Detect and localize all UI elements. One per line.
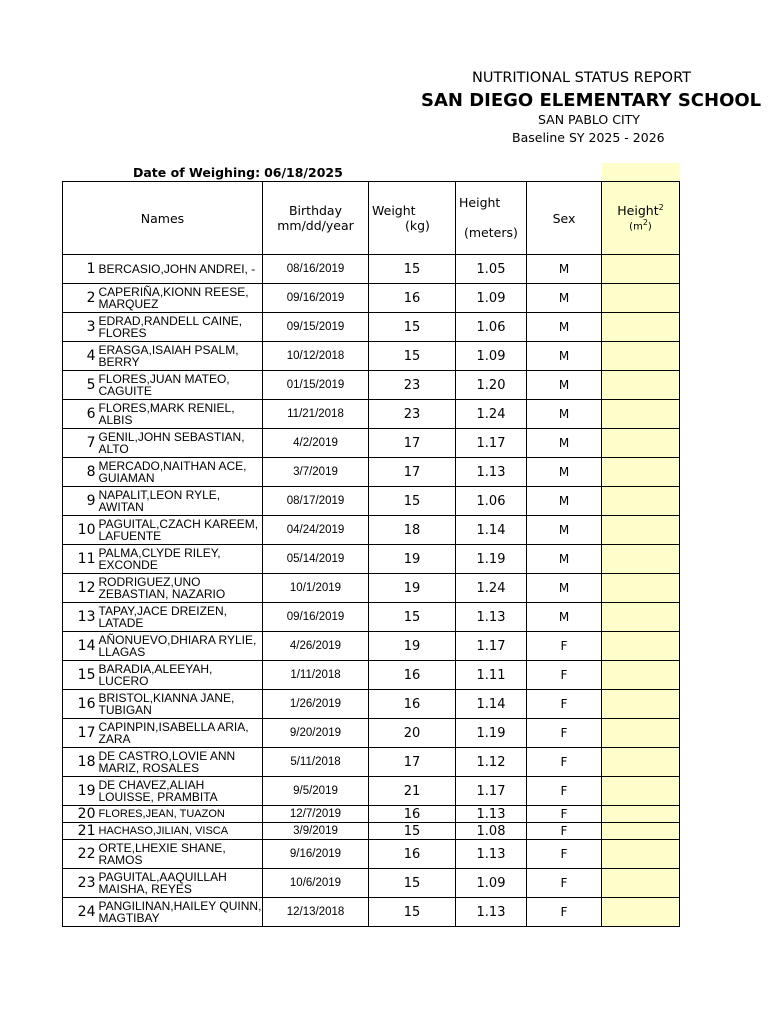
height-squared-cell — [602, 429, 680, 458]
birthday-cell: 9/20/2019 — [263, 719, 369, 748]
height-cell: 1.20 — [456, 371, 527, 400]
student-name: DE CHAVEZ,ALIAH LOUISSE, PRAMBITA — [98, 777, 263, 806]
student-name: PAGUITAL,AAQUILLAH MAISHA, REYES — [98, 869, 263, 898]
birthday-cell: 09/16/2019 — [263, 284, 369, 313]
height-squared-cell — [602, 371, 680, 400]
birthday-cell: 4/2/2019 — [263, 429, 369, 458]
weight-cell: 15 — [369, 313, 456, 342]
table-row — [63, 603, 680, 632]
birthday-cell: 10/6/2019 — [263, 869, 369, 898]
height-squared-cell — [602, 748, 680, 777]
row-number: 21 — [63, 823, 98, 840]
weight-cell: 18 — [369, 516, 456, 545]
header-sex: Sex — [527, 182, 602, 255]
header-names: Names — [63, 182, 263, 255]
table-row — [63, 371, 680, 400]
header-height — [456, 182, 527, 255]
sex-cell: M — [527, 371, 602, 400]
header-birthday — [263, 182, 369, 255]
weight-cell: 17 — [369, 429, 456, 458]
table-row — [63, 487, 680, 516]
row-number: 6 — [63, 400, 98, 429]
header-height-line1: Height — [459, 195, 501, 210]
birthday-cell: 01/15/2019 — [263, 371, 369, 400]
height-cell: 1.08 — [456, 823, 527, 840]
height-cell: 1.13 — [456, 806, 527, 823]
height-cell: 1.17 — [456, 777, 527, 806]
birthday-cell: 08/17/2019 — [263, 487, 369, 516]
weight-cell: 21 — [369, 777, 456, 806]
birthday-cell: 9/5/2019 — [263, 777, 369, 806]
row-number: 19 — [63, 777, 98, 806]
student-name: EDRAD,RANDELL CAINE, FLORES — [98, 313, 263, 342]
report-title: NUTRITIONAL STATUS REPORT — [472, 70, 691, 86]
student-name: FLORES,MARK RENIEL, ALBIS — [98, 400, 263, 429]
weight-cell: 15 — [369, 342, 456, 371]
height-squared-cell — [602, 313, 680, 342]
height-squared-cell — [602, 284, 680, 313]
birthday-cell: 9/16/2019 — [263, 840, 369, 869]
weight-cell: 16 — [369, 284, 456, 313]
height-cell: 1.09 — [456, 284, 527, 313]
student-name: TAPAY,JACE DREIZEN, LATADE — [98, 603, 263, 632]
student-name: BARADIA,ALEEYAH, LUCERO — [98, 661, 263, 690]
sex-cell: M — [527, 545, 602, 574]
birthday-cell: 08/16/2019 — [263, 255, 369, 284]
nutrition-table — [62, 181, 680, 927]
weight-cell: 15 — [369, 898, 456, 927]
height-cell: 1.13 — [456, 603, 527, 632]
weight-cell: 16 — [369, 840, 456, 869]
height-cell: 1.14 — [456, 516, 527, 545]
height-squared-cell — [602, 458, 680, 487]
sex-cell: F — [527, 823, 602, 840]
birthday-cell: 4/26/2019 — [263, 632, 369, 661]
weight-cell: 16 — [369, 690, 456, 719]
row-number: 4 — [63, 342, 98, 371]
row-number: 18 — [63, 748, 98, 777]
row-number: 24 — [63, 898, 98, 927]
student-name: FLORES,JUAN MATEO, CAGUITE — [98, 371, 263, 400]
table-row — [63, 719, 680, 748]
header-birthday-line1: Birthday — [288, 203, 342, 218]
birthday-cell: 3/9/2019 — [263, 823, 369, 840]
weight-cell: 15 — [369, 487, 456, 516]
table-row — [63, 516, 680, 545]
birthday-cell: 05/14/2019 — [263, 545, 369, 574]
weight-cell: 23 — [369, 400, 456, 429]
weight-cell: 17 — [369, 748, 456, 777]
table-row — [63, 574, 680, 603]
table-row — [63, 632, 680, 661]
student-name: DE CASTRO,LOVIE ANN MARIZ, ROSALES — [98, 748, 263, 777]
birthday-cell: 04/24/2019 — [263, 516, 369, 545]
row-number: 15 — [63, 661, 98, 690]
height-squared-column-band — [602, 163, 680, 181]
row-number: 8 — [63, 458, 98, 487]
table-row — [63, 748, 680, 777]
height-cell: 1.06 — [456, 487, 527, 516]
sex-cell: M — [527, 429, 602, 458]
height-squared-cell — [602, 603, 680, 632]
birthday-cell: 09/16/2019 — [263, 603, 369, 632]
sex-cell: F — [527, 840, 602, 869]
weight-cell: 19 — [369, 632, 456, 661]
height-cell: 1.13 — [456, 898, 527, 927]
table-row — [63, 840, 680, 869]
date-label: Date of Weighing: — [133, 165, 261, 180]
table-row — [63, 777, 680, 806]
date-value: 06/18/2025 — [264, 165, 343, 180]
row-number: 16 — [63, 690, 98, 719]
school-name: SAN DIEGO ELEMENTARY SCHOOL — [421, 90, 762, 111]
height-cell: 1.11 — [456, 661, 527, 690]
header-weight-line1: Weight — [372, 203, 416, 218]
height-cell: 1.19 — [456, 545, 527, 574]
table-row — [63, 545, 680, 574]
birthday-cell: 10/1/2019 — [263, 574, 369, 603]
height-cell: 1.12 — [456, 748, 527, 777]
birthday-cell: 12/7/2019 — [263, 806, 369, 823]
weight-cell: 19 — [369, 574, 456, 603]
height-cell: 1.14 — [456, 690, 527, 719]
height-squared-cell — [602, 661, 680, 690]
table-row — [63, 284, 680, 313]
row-number: 5 — [63, 371, 98, 400]
height-squared-cell — [602, 690, 680, 719]
table-row — [63, 661, 680, 690]
header-birthday-line2: mm/dd/year — [277, 218, 354, 233]
student-name: NAPALIT,LEON RYLE, AWITAN — [98, 487, 263, 516]
height-cell: 1.13 — [456, 458, 527, 487]
sex-cell: F — [527, 719, 602, 748]
sex-cell: F — [527, 661, 602, 690]
height-cell: 1.24 — [456, 574, 527, 603]
sex-cell: F — [527, 632, 602, 661]
student-name: PAGUITAL,CZACH KAREEM, LAFUENTE — [98, 516, 263, 545]
date-of-weighing — [133, 165, 343, 180]
student-name: ERASGA,ISAIAH PSALM, BERRY — [98, 342, 263, 371]
table-row — [63, 458, 680, 487]
baseline-year: Baseline SY 2025 - 2026 — [512, 130, 665, 145]
height-cell: 1.17 — [456, 632, 527, 661]
row-number: 11 — [63, 545, 98, 574]
height-squared-cell — [602, 516, 680, 545]
student-name: CAPINPIN,ISABELLA ARIA, ZARA — [98, 719, 263, 748]
height-squared-cell — [602, 777, 680, 806]
sex-cell: M — [527, 400, 602, 429]
height-squared-cell — [602, 487, 680, 516]
weight-cell: 15 — [369, 823, 456, 840]
sex-cell: M — [527, 574, 602, 603]
height-squared-cell — [602, 574, 680, 603]
row-number: 14 — [63, 632, 98, 661]
weight-cell: 15 — [369, 603, 456, 632]
student-name: FLORES,JEAN, TUAZON — [98, 806, 263, 823]
row-number: 13 — [63, 603, 98, 632]
sex-cell: M — [527, 603, 602, 632]
student-name: CAPERIÑA,KIONN REESE, MARQUEZ — [98, 284, 263, 313]
height-squared-cell — [602, 840, 680, 869]
birthday-cell: 3/7/2019 — [263, 458, 369, 487]
table-header-row — [63, 182, 680, 255]
header-height-squared-label: Height$^2$ — [617, 203, 664, 219]
student-name: PANGILINAN,HAILEY QUINN, MAGTIBAY — [98, 898, 262, 925]
sex-cell: M — [527, 458, 602, 487]
student-name: ORTE,LHEXIE SHANE, RAMOS — [98, 840, 263, 869]
height-cell: 1.05 — [456, 255, 527, 284]
height-squared-cell — [602, 400, 680, 429]
height-cell: 1.09 — [456, 869, 527, 898]
header-weight — [369, 182, 456, 255]
weight-cell: 15 — [369, 255, 456, 284]
weight-cell: 19 — [369, 545, 456, 574]
city-name: SAN PABLO CITY — [538, 112, 640, 127]
birthday-cell: 09/15/2019 — [263, 313, 369, 342]
height-cell: 1.17 — [456, 429, 527, 458]
student-name: GENIL,JOHN SEBASTIAN, ALTO — [98, 429, 263, 458]
header-height-squared — [602, 182, 680, 255]
height-squared-cell — [602, 632, 680, 661]
height-cell: 1.13 — [456, 840, 527, 869]
height-cell: 1.06 — [456, 313, 527, 342]
student-name: BRISTOL,KIANNA JANE, TUBIGAN — [98, 690, 263, 719]
sex-cell: F — [527, 748, 602, 777]
birthday-cell: 1/26/2019 — [263, 690, 369, 719]
row-number: 23 — [63, 869, 98, 898]
height-squared-cell — [602, 869, 680, 898]
height-cell: 1.24 — [456, 400, 527, 429]
student-name: AÑONUEVO,DHIARA RYLIE, LLAGAS — [98, 632, 263, 661]
sex-cell: M — [527, 487, 602, 516]
header-weight-line2: (kg) — [405, 218, 430, 233]
sex-cell: M — [527, 516, 602, 545]
height-squared-cell — [602, 806, 680, 823]
weight-cell: 23 — [369, 371, 456, 400]
height-squared-cell — [602, 255, 680, 284]
row-number: 3 — [63, 313, 98, 342]
table-row — [63, 690, 680, 719]
sex-cell: F — [527, 777, 602, 806]
table-row — [63, 429, 680, 458]
sex-cell: F — [527, 806, 602, 823]
birthday-cell: 11/21/2018 — [263, 400, 369, 429]
weight-cell: 15 — [369, 869, 456, 898]
sex-cell: F — [527, 898, 602, 927]
height-squared-cell — [602, 898, 680, 927]
sex-cell: F — [527, 690, 602, 719]
row-number: 17 — [63, 719, 98, 748]
row-number: 10 — [63, 516, 98, 545]
student-name: HACHASO,JILIAN, VISCA — [98, 823, 263, 840]
header-height-squared-unit: $(m^2)$ — [629, 218, 652, 233]
height-cell: 1.19 — [456, 719, 527, 748]
weight-cell: 16 — [369, 661, 456, 690]
height-squared-cell — [602, 342, 680, 371]
birthday-cell: 1/11/2018 — [263, 661, 369, 690]
table-row — [63, 806, 680, 823]
sex-cell: F — [527, 869, 602, 898]
table-row — [63, 313, 680, 342]
height-squared-cell — [602, 545, 680, 574]
sex-cell: M — [527, 342, 602, 371]
row-number: 22 — [63, 840, 98, 869]
row-number: 2 — [63, 284, 98, 313]
height-cell: 1.09 — [456, 342, 527, 371]
sex-cell: M — [527, 313, 602, 342]
table-row — [63, 342, 680, 371]
student-name: BERCASIO,JOHN ANDREI, - — [98, 255, 263, 284]
row-number: 12 — [63, 574, 98, 603]
height-squared-cell — [602, 823, 680, 840]
student-name: MERCADO,NAITHAN ACE, GUIAMAN — [98, 458, 263, 487]
weight-cell: 16 — [369, 806, 456, 823]
weight-cell: 17 — [369, 458, 456, 487]
row-number: 9 — [63, 487, 98, 516]
birthday-cell: 12/13/2018 — [263, 898, 369, 927]
table-row — [63, 255, 680, 284]
table-row — [63, 400, 680, 429]
row-number: 20 — [63, 806, 98, 823]
sex-cell: M — [527, 284, 602, 313]
table-row — [63, 823, 680, 840]
row-number: 7 — [63, 429, 98, 458]
table-row — [63, 869, 680, 898]
table-row — [63, 898, 680, 927]
student-name: PALMA,CLYDE RILEY, EXCONDE — [98, 545, 263, 574]
header-height-line2: (meters) — [464, 225, 518, 240]
height-squared-cell — [602, 719, 680, 748]
student-name: RODRIGUEZ,UNO ZEBASTIAN, NAZARIO — [98, 574, 263, 603]
birthday-cell: 10/12/2018 — [263, 342, 369, 371]
weight-cell: 20 — [369, 719, 456, 748]
sex-cell: M — [527, 255, 602, 284]
birthday-cell: 5/11/2018 — [263, 748, 369, 777]
row-number: 1 — [63, 255, 98, 284]
